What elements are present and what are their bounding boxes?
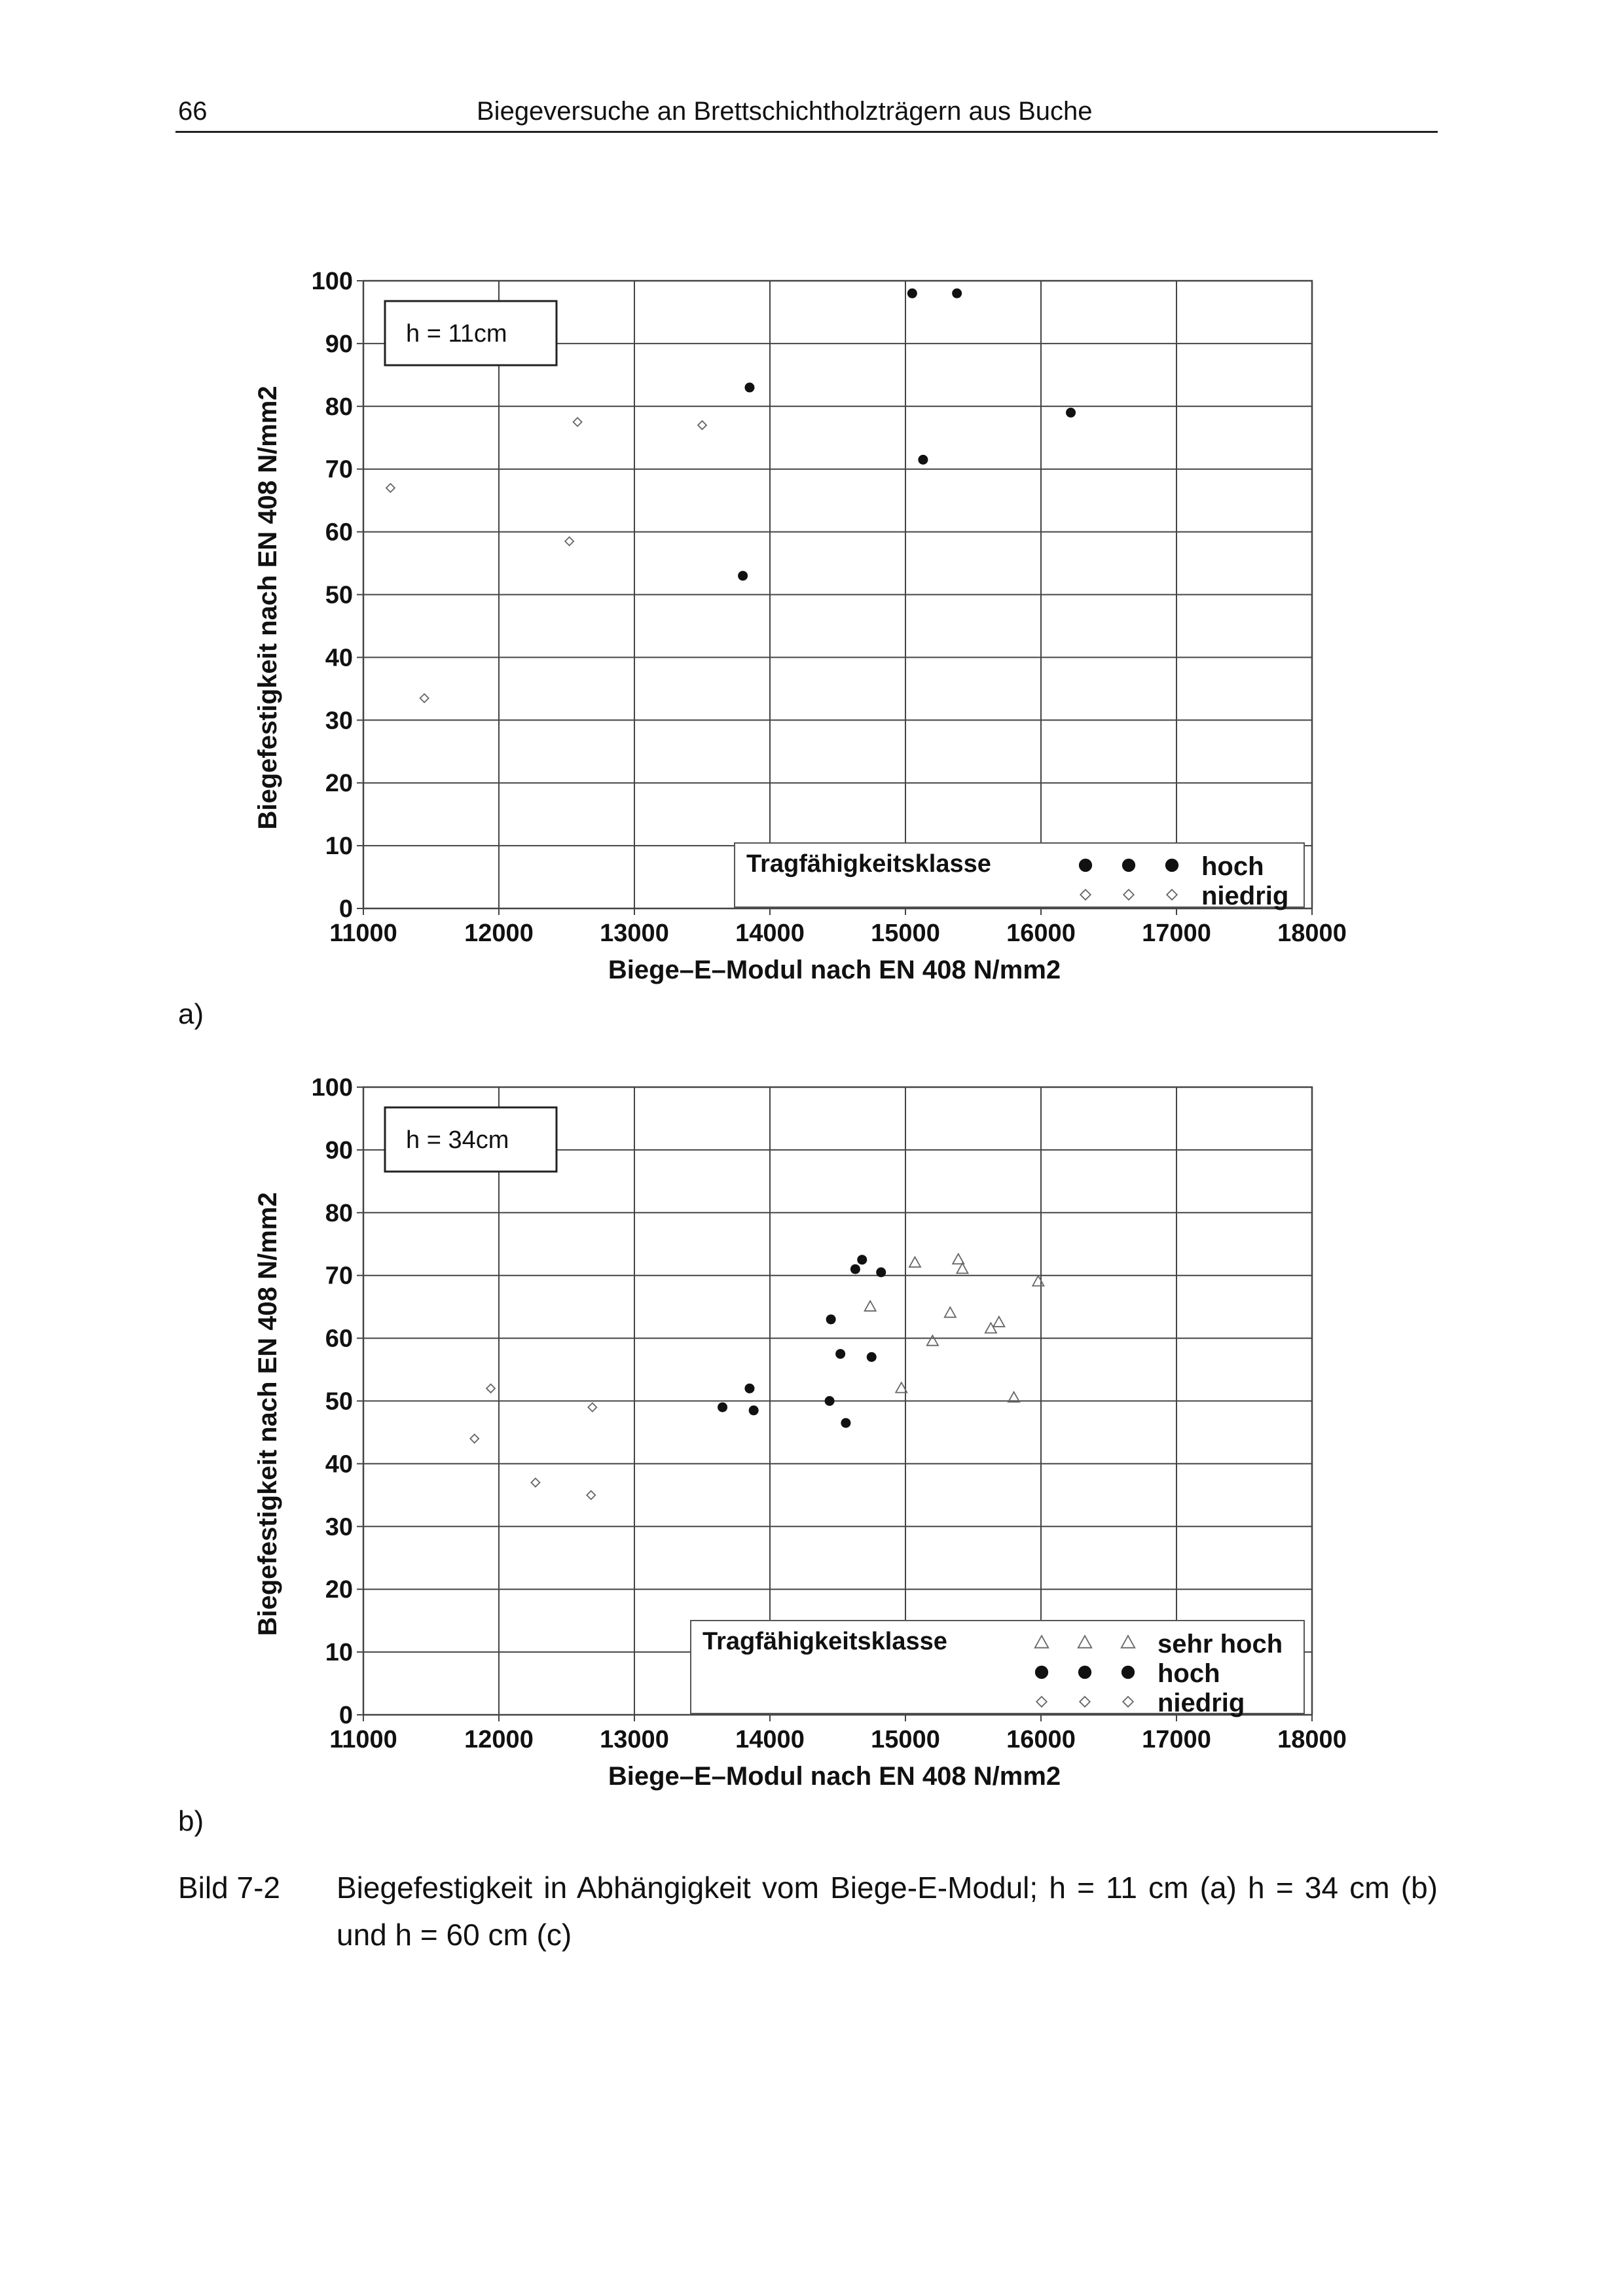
y-tick-label: 50 bbox=[325, 581, 353, 609]
y-tick-label: 0 bbox=[338, 895, 353, 923]
x-tick-label: 15000 bbox=[871, 1726, 940, 1753]
legend-marker bbox=[1122, 1666, 1135, 1679]
data-point bbox=[850, 1265, 860, 1274]
data-point bbox=[835, 1349, 845, 1359]
data-point bbox=[574, 418, 582, 426]
legend-marker bbox=[1035, 1666, 1048, 1679]
y-tick-label: 20 bbox=[325, 770, 353, 798]
x-tick-label: 13000 bbox=[600, 1726, 669, 1753]
data-point bbox=[909, 1257, 921, 1267]
legend-label: sehr hoch bbox=[1158, 1630, 1283, 1659]
legend-marker bbox=[1078, 1666, 1091, 1679]
page-number: 66 bbox=[178, 97, 208, 126]
legend-label: hoch bbox=[1158, 1659, 1220, 1688]
data-point bbox=[826, 1314, 836, 1324]
data-point bbox=[918, 455, 928, 465]
data-point bbox=[486, 1384, 495, 1393]
legend-label: hoch bbox=[1201, 852, 1264, 881]
y-tick-label: 80 bbox=[325, 393, 353, 421]
panel-label-b: b) bbox=[178, 1805, 204, 1837]
data-point bbox=[1066, 408, 1076, 418]
y-tick-label: 20 bbox=[325, 1576, 353, 1604]
y-tick-label: 70 bbox=[325, 1262, 353, 1290]
legend-marker bbox=[1079, 859, 1092, 872]
data-point bbox=[957, 1263, 968, 1273]
data-point bbox=[1032, 1276, 1044, 1285]
height-box-label: h = 11cm bbox=[406, 320, 507, 348]
data-point bbox=[470, 1435, 479, 1443]
x-tick-label: 11000 bbox=[329, 920, 397, 947]
y-tick-label: 90 bbox=[325, 1136, 353, 1164]
data-point bbox=[744, 383, 754, 393]
y-tick-label: 30 bbox=[325, 1513, 353, 1541]
tick-marks bbox=[357, 281, 1312, 915]
series-hoch bbox=[718, 1255, 886, 1427]
y-tick-label: 30 bbox=[325, 707, 353, 735]
caption-text: Biegefestigkeit in Abhängigkeit vom Biege-E-Modul; h = 11 cm (a) h = 34 cm (b) und h = 60 cm (c) bbox=[337, 1871, 1438, 1952]
x-tick-label: 17000 bbox=[1142, 920, 1211, 947]
x-tick-label: 12000 bbox=[464, 920, 534, 947]
data-point bbox=[952, 289, 962, 298]
scatter-chart-a bbox=[0, 255, 1623, 1014]
page-header bbox=[175, 97, 1438, 133]
data-point bbox=[744, 1384, 754, 1393]
y-tick-label: 40 bbox=[325, 1450, 353, 1479]
x-tick-label: 14000 bbox=[735, 920, 805, 947]
data-point bbox=[841, 1418, 850, 1428]
data-point bbox=[420, 694, 429, 702]
data-point bbox=[907, 289, 917, 298]
data-point bbox=[718, 1403, 727, 1412]
x-tick-label: 17000 bbox=[1142, 1726, 1211, 1753]
legend-title: Tragfähigkeitsklasse bbox=[702, 1628, 947, 1655]
grid-lines bbox=[363, 281, 1312, 908]
legend-marker bbox=[1122, 859, 1135, 872]
data-point bbox=[993, 1317, 1004, 1327]
legend-title: Tragfähigkeitsklasse bbox=[746, 850, 991, 878]
y-axis-label: Biegefestigkeit nach EN 408 N/mm2 bbox=[253, 386, 282, 830]
y-tick-label: 80 bbox=[325, 1199, 353, 1227]
data-point bbox=[588, 1403, 596, 1412]
x-tick-label: 16000 bbox=[1006, 920, 1076, 947]
y-tick-label: 10 bbox=[325, 1639, 353, 1667]
height-box-label: h = 34cm bbox=[406, 1126, 509, 1154]
x-tick-label: 13000 bbox=[600, 920, 669, 947]
data-point bbox=[857, 1255, 867, 1265]
data-point bbox=[386, 484, 395, 492]
data-point bbox=[565, 537, 574, 545]
legend-marker bbox=[1165, 859, 1178, 872]
caption-number: Bild 7-2 bbox=[178, 1871, 280, 1905]
series-niedrig bbox=[386, 418, 706, 702]
data-point bbox=[927, 1335, 938, 1345]
y-tick-label: 10 bbox=[325, 833, 353, 861]
x-tick-label: 16000 bbox=[1006, 1726, 1076, 1753]
x-tick-label: 18000 bbox=[1277, 920, 1347, 947]
x-tick-label: 18000 bbox=[1277, 1726, 1347, 1753]
data-point bbox=[749, 1405, 759, 1415]
data-point bbox=[876, 1267, 886, 1277]
legend-label: niedrig bbox=[1201, 882, 1289, 910]
x-axis-label: Biege–E–Modul nach EN 408 N/mm2 bbox=[608, 1762, 1061, 1791]
x-tick-label: 14000 bbox=[735, 1726, 805, 1753]
data-point bbox=[825, 1396, 835, 1406]
y-tick-label: 60 bbox=[325, 1325, 353, 1353]
data-point bbox=[738, 571, 748, 581]
panel-label-a: a) bbox=[178, 998, 204, 1030]
data-point bbox=[587, 1491, 595, 1499]
y-tick-label: 40 bbox=[325, 644, 353, 672]
y-axis-label: Biegefestigkeit nach EN 408 N/mm2 bbox=[253, 1192, 282, 1636]
x-axis-label: Biege–E–Modul nach EN 408 N/mm2 bbox=[608, 956, 1061, 984]
y-tick-label: 0 bbox=[338, 1702, 353, 1729]
scatter-chart-b bbox=[0, 1064, 1623, 1823]
y-tick-label: 100 bbox=[311, 268, 353, 295]
y-tick-label: 90 bbox=[325, 330, 353, 358]
data-point bbox=[867, 1352, 877, 1362]
data-point bbox=[865, 1301, 876, 1311]
x-tick-label: 15000 bbox=[871, 920, 940, 947]
running-title: Biegeversuche an Brettschichtholzträgern aus Buche bbox=[477, 97, 1093, 126]
y-tick-label: 100 bbox=[311, 1074, 353, 1102]
data-point bbox=[945, 1307, 956, 1317]
x-tick-label: 11000 bbox=[329, 1726, 397, 1753]
y-tick-label: 70 bbox=[325, 456, 353, 484]
y-tick-label: 50 bbox=[325, 1388, 353, 1416]
series-hoch bbox=[738, 289, 1076, 581]
legend-label: niedrig bbox=[1158, 1689, 1245, 1717]
data-point bbox=[531, 1479, 539, 1487]
x-tick-label: 12000 bbox=[464, 1726, 534, 1753]
data-point bbox=[698, 421, 706, 429]
y-tick-label: 60 bbox=[325, 518, 353, 547]
